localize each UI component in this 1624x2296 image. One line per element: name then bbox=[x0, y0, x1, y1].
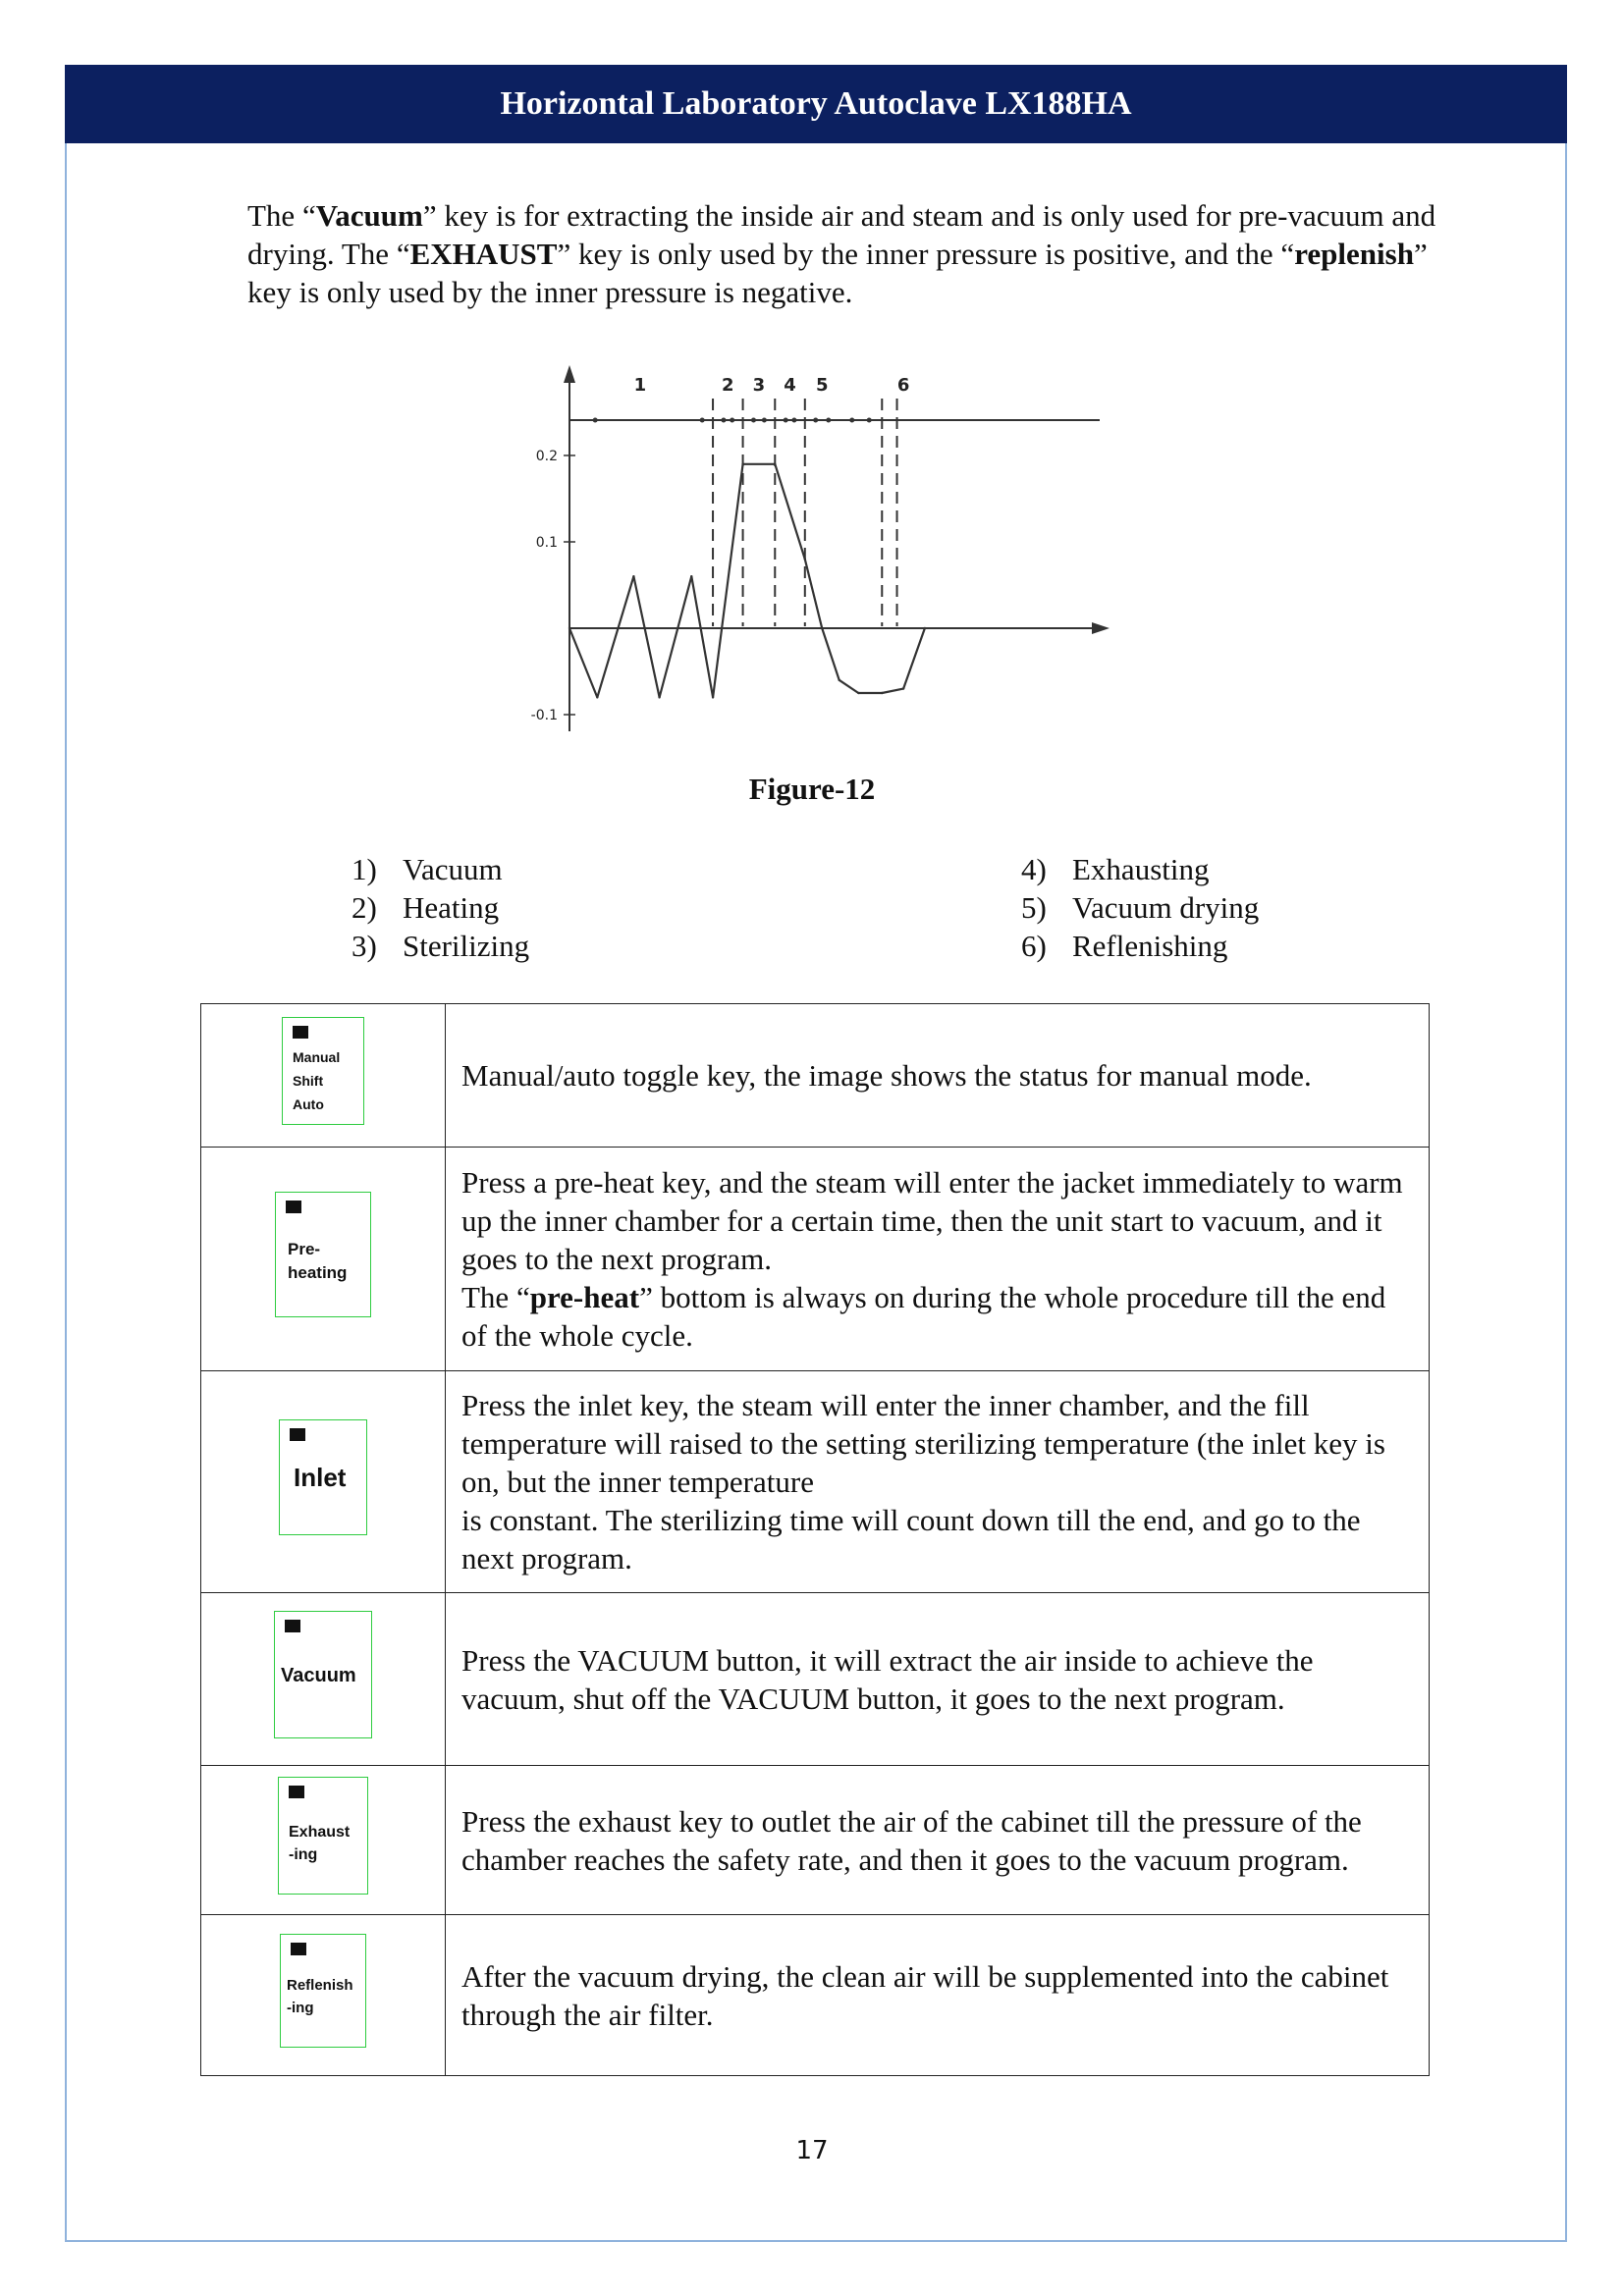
pressure-point bbox=[712, 696, 714, 698]
key-icon-cell bbox=[201, 1371, 446, 1593]
legend-number: 2) bbox=[352, 890, 377, 925]
key-icon-cell bbox=[201, 1004, 446, 1148]
phase-band-tick bbox=[700, 418, 705, 423]
pressure-point bbox=[838, 679, 839, 681]
pressure-point bbox=[924, 627, 926, 629]
intro-keyword-vacuum: Vacuum bbox=[315, 198, 423, 233]
description-keyword: pre-heat bbox=[529, 1280, 640, 1314]
description-text: is constant. The sterilizing time will count down till the end, and go to the next program. bbox=[461, 1503, 1361, 1575]
page-header bbox=[65, 65, 1567, 143]
key-description bbox=[446, 1915, 1430, 2076]
pressure-point bbox=[741, 463, 743, 465]
y-tick-label: -0.1 bbox=[530, 708, 558, 723]
key-icon-cell bbox=[201, 1593, 446, 1766]
manual-shift-auto-key-icon bbox=[282, 1017, 364, 1125]
phase-band-tick bbox=[849, 418, 854, 423]
phase-label: 4 bbox=[784, 375, 796, 396]
legend-item bbox=[352, 927, 529, 965]
indicator-led bbox=[286, 1201, 301, 1213]
pressure-point bbox=[632, 575, 634, 577]
legend-item bbox=[352, 850, 529, 888]
phase-band-tick bbox=[867, 418, 872, 423]
table-row bbox=[201, 1371, 1430, 1593]
phase-legend-right bbox=[1021, 850, 1259, 965]
key-function-table bbox=[200, 1003, 1430, 2076]
phase-band-tick bbox=[762, 418, 767, 423]
table-row bbox=[201, 1915, 1430, 2076]
key-label: Manual Shift Auto bbox=[293, 1049, 341, 1112]
page-number: 17 bbox=[795, 2136, 829, 2165]
phase-band-tick bbox=[730, 418, 734, 423]
phase-legend-left bbox=[352, 850, 529, 965]
pressure-point bbox=[774, 463, 776, 465]
phase-label: 6 bbox=[896, 375, 910, 396]
pre-heating-key-icon bbox=[275, 1192, 371, 1317]
key-icon-cell bbox=[201, 1915, 446, 2076]
legend-text: Exhausting bbox=[1072, 852, 1210, 886]
x-axis-arrow bbox=[1092, 622, 1110, 634]
legend-text: Vacuum drying bbox=[1072, 890, 1260, 925]
pressure-curve bbox=[569, 464, 925, 698]
pressure-point bbox=[596, 696, 598, 698]
key-label: Pre- heating bbox=[288, 1240, 348, 1282]
cycle-pressure-chart bbox=[511, 353, 1119, 746]
key-description bbox=[446, 1371, 1430, 1593]
indicator-led bbox=[293, 1026, 308, 1039]
key-description bbox=[446, 1593, 1430, 1766]
phase-label: 3 bbox=[752, 375, 766, 396]
pressure-point bbox=[804, 558, 806, 560]
intro-text: ” key is for extracting the inside air and steam and is only used for pre-vacuum and drying. The “ bbox=[247, 198, 1436, 271]
table-row bbox=[201, 1004, 1430, 1148]
description-text: Press the inlet key, the steam will enter the inner chamber, and the fill temperature will raised to the setting sterilizing temperature (the inlet key is on, but the inner temperature bbox=[461, 1388, 1385, 1499]
key-description bbox=[446, 1766, 1430, 1915]
key-icon-cell bbox=[201, 1766, 446, 1915]
legend-number: 6) bbox=[1021, 929, 1047, 963]
description-text: Manual/auto toggle key, the image shows the status for manual mode. bbox=[461, 1058, 1312, 1093]
intro-text: ” key is only used by the inner pressure is positive, and the “ bbox=[557, 237, 1295, 271]
key-label: Reflenish -ing bbox=[287, 1977, 353, 2016]
pressure-point bbox=[690, 575, 692, 577]
legend-item bbox=[1021, 850, 1259, 888]
legend-number: 3) bbox=[352, 929, 377, 963]
key-icon-cell bbox=[201, 1148, 446, 1371]
description-fragment: ” bottom is always on during the whole procedure till the end of the whole cycle. bbox=[461, 1280, 1386, 1353]
legend-text: Vacuum bbox=[403, 852, 503, 886]
figure-caption: Figure-12 bbox=[748, 772, 876, 806]
phase-band-tick bbox=[791, 418, 796, 423]
indicator-led bbox=[290, 1428, 305, 1441]
legend-number: 5) bbox=[1021, 890, 1047, 925]
phase-label: 5 bbox=[815, 375, 829, 396]
key-description bbox=[446, 1148, 1430, 1371]
inlet-key-icon bbox=[279, 1419, 367, 1535]
description-text: Press the VACUUM button, it will extract the air inside to achieve the vacuum, shut off the VACUUM button, it goes to the next program. bbox=[461, 1642, 1314, 1716]
intro-keyword-exhaust: EXHAUST bbox=[409, 237, 558, 271]
legend-text: Heating bbox=[403, 890, 500, 925]
description-fragment: The “ bbox=[461, 1280, 530, 1314]
pressure-point bbox=[821, 627, 823, 629]
phase-band-tick bbox=[593, 418, 598, 423]
reflenishing-key-icon bbox=[280, 1934, 366, 2048]
legend-number: 1) bbox=[352, 852, 377, 886]
page-title: Horizontal Laboratory Autoclave LX188HA bbox=[500, 85, 1132, 122]
table-row bbox=[201, 1766, 1430, 1915]
key-label: Exhaust -ing bbox=[289, 1824, 351, 1863]
phase-band-tick bbox=[826, 418, 831, 423]
description-text: After the vacuum drying, the clean air will be supplemented into the cabinet through the air filter. bbox=[461, 1958, 1389, 2032]
y-tick-label: 0.1 bbox=[535, 535, 558, 551]
legend-item bbox=[1021, 927, 1259, 965]
intro-keyword-replenish: replenish bbox=[1294, 237, 1414, 271]
pressure-point bbox=[881, 692, 883, 694]
intro-paragraph bbox=[247, 196, 1445, 311]
legend-item bbox=[352, 888, 529, 927]
indicator-led bbox=[289, 1786, 304, 1798]
key-description bbox=[446, 1004, 1430, 1148]
phase-band-tick bbox=[784, 418, 788, 423]
description-text bbox=[461, 1278, 1413, 1355]
intro-text: The “ bbox=[247, 198, 316, 233]
y-axis-arrow bbox=[564, 365, 575, 383]
intro-text: ” key is only used by the inner pressure is negative. bbox=[247, 237, 1428, 309]
table-row bbox=[201, 1148, 1430, 1371]
phase-band-tick bbox=[751, 418, 756, 423]
vacuum-key-icon bbox=[274, 1611, 372, 1738]
description-text: Press the exhaust key to outlet the air of the cabinet till the pressure of the chamber reaches the safety rate, and then it goes to the vacuum program. bbox=[461, 1803, 1362, 1877]
legend-item bbox=[1021, 888, 1259, 927]
pressure-point bbox=[658, 696, 660, 698]
indicator-led bbox=[291, 1943, 306, 1955]
pressure-point bbox=[857, 692, 859, 694]
y-tick-label: 0.2 bbox=[535, 449, 558, 464]
key-label: Vacuum bbox=[281, 1665, 356, 1686]
legend-text: Sterilizing bbox=[403, 929, 530, 963]
key-label: Inlet bbox=[294, 1463, 347, 1492]
legend-number: 4) bbox=[1021, 852, 1047, 886]
phase-label: 1 bbox=[633, 375, 647, 396]
phase-band-tick bbox=[813, 418, 818, 423]
pressure-point bbox=[902, 687, 904, 689]
pressure-point bbox=[568, 627, 570, 629]
legend-text: Reflenishing bbox=[1072, 929, 1228, 963]
indicator-led bbox=[285, 1620, 300, 1632]
exhausting-key-icon bbox=[278, 1777, 368, 1895]
phase-band-tick bbox=[721, 418, 726, 423]
table-row bbox=[201, 1593, 1430, 1766]
description-text: Press a pre-heat key, and the steam will enter the jacket immediately to warm up the inner chamber for a certain time, then the unit start to vacuum, and it goes to the next program. bbox=[461, 1165, 1403, 1276]
phase-label: 2 bbox=[722, 375, 734, 396]
